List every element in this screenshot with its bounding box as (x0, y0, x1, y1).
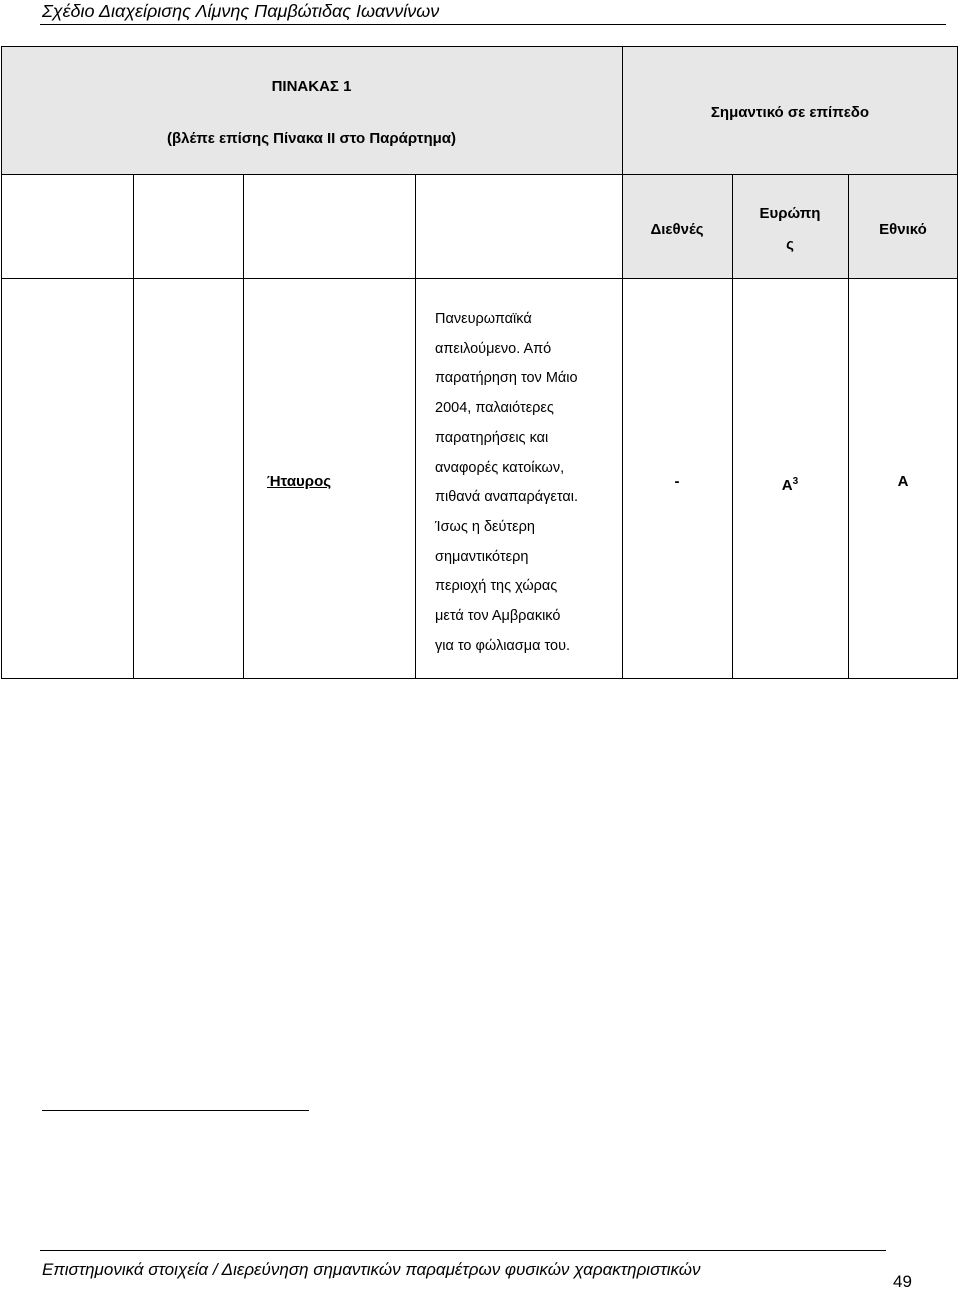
description-line: πιθανά αναπαράγεται. (435, 489, 579, 506)
empty-header-cell (243, 174, 415, 278)
species-description (435, 305, 620, 661)
footer-text: Επιστημονικά στοιχεία / Διερεύνηση σημαντικών παραμέτρων φυσικών χαρακτηριστικών (42, 1260, 701, 1279)
table-right-border (957, 46, 958, 679)
page-number: 49 (893, 1272, 912, 1291)
european-value (732, 469, 848, 499)
description-line: για το φώλιασμα του. (435, 637, 571, 654)
empty-header-cell (1, 174, 133, 278)
description-line: παρατηρήσεις και (435, 429, 549, 446)
description-line: παρατήρηση τον Μάιο (435, 370, 578, 387)
table-subtitle: (βλέπε επίσης Πίνακα ΙΙ στο Παράρτημα) (166, 130, 457, 147)
footnote-marker: 3 (792, 476, 799, 487)
description-line: σημαντικότερη (435, 548, 529, 565)
description-line: 2004, παλαιότερες (435, 400, 554, 417)
row-blank-cell (133, 278, 243, 679)
empty-header-cell (133, 174, 243, 278)
header-rule (40, 24, 946, 25)
level-european-label-wrap: ς (786, 236, 794, 253)
empty-header-cell (415, 174, 622, 278)
footnote-separator (42, 1110, 309, 1111)
level-european-label: Ευρώπη (759, 205, 821, 222)
level-national-label: Εθνικό (879, 221, 927, 238)
document-header-title: Σχέδιο Διαχείρισης Λίμνης Παμβώτιδας Ιωαννίνων (42, 1, 440, 21)
description-line: Ίσως η δεύτερη (435, 518, 535, 535)
significance-header: Σημαντικό σε επίπεδο (710, 104, 870, 121)
species-name: Ήταυρος (266, 473, 332, 490)
level-international-label: Διεθνές (650, 221, 704, 238)
international-value: - (674, 473, 680, 490)
description-line: αναφορές κατοίκων, (435, 459, 565, 476)
national-value: Α (897, 473, 909, 490)
description-line: μετά τον Αμβρακικό (435, 608, 561, 625)
row-blank-cell (1, 278, 133, 679)
description-line: Πανευρωπαϊκά (435, 311, 532, 327)
description-line: απειλούμενο. Από (435, 340, 552, 357)
description-line: περιοχή της χώρας (435, 578, 558, 595)
european-value-letter: Α (781, 477, 793, 494)
table-title-cell (1, 46, 622, 174)
footer-rule (40, 1250, 886, 1251)
table-bottom-border (1, 678, 958, 679)
table-title: ΠΙΝΑΚΑΣ 1 (271, 78, 352, 95)
